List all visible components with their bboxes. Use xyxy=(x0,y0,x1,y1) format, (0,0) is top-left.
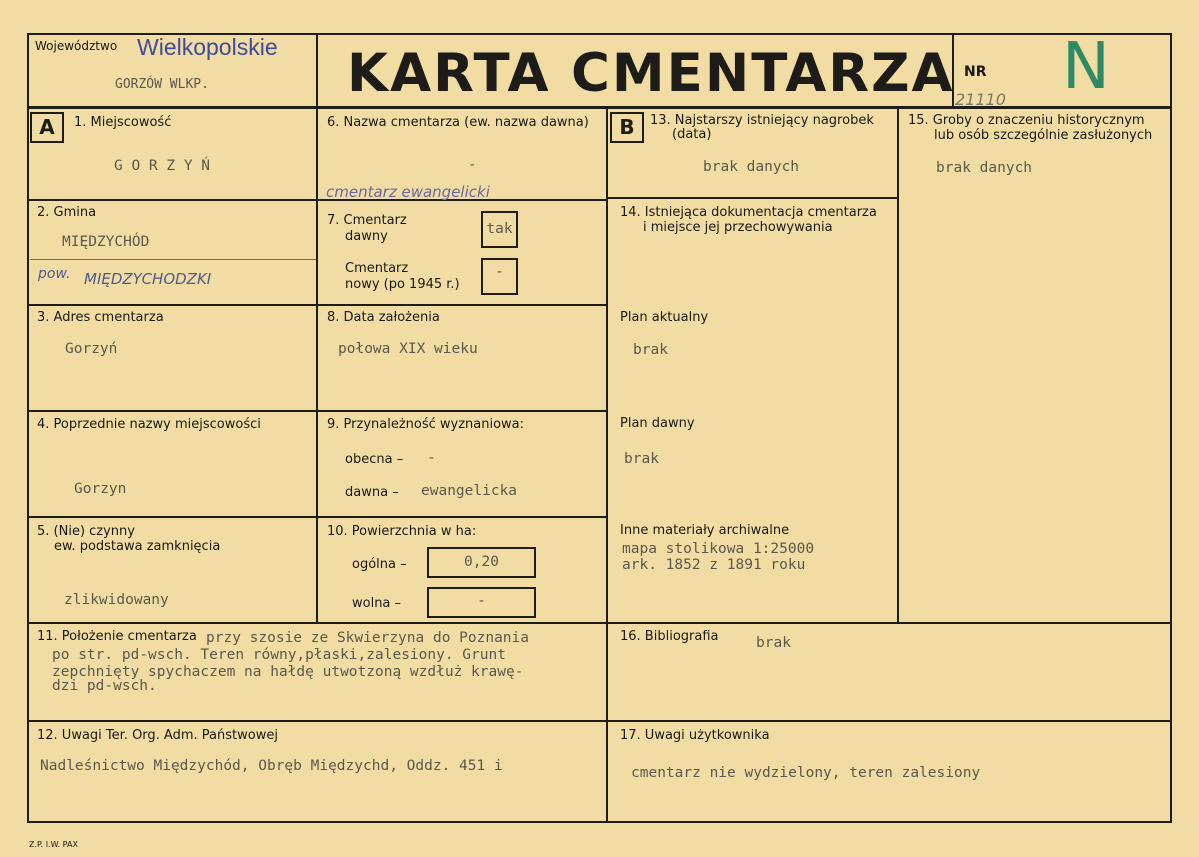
f10-ogolna-value: 0,20 xyxy=(464,554,499,570)
f9-obecna-value: - xyxy=(427,450,436,466)
f7-label-2: dawny xyxy=(345,229,388,244)
f9-label: 9. Przynależność wyznaniowa: xyxy=(327,417,525,432)
frame-right xyxy=(1170,33,1172,823)
b-row-line xyxy=(607,197,898,199)
nr-pencil: 21110 xyxy=(955,90,1006,109)
f2-pow-prefix: pow. xyxy=(38,266,71,282)
f17-label: 17. Uwagi użytkownika xyxy=(620,728,770,743)
f11-label: 11. Położenie cmentarza xyxy=(37,629,197,644)
f11-line-1: przy szosie ze Skwierzyna do Poznania xyxy=(206,630,530,646)
row-line-2 xyxy=(27,304,607,306)
f2-label: 2. Gmina xyxy=(37,205,97,220)
f7b-value: - xyxy=(495,264,504,280)
card-title: KARTA CMENTARZA xyxy=(347,43,955,104)
inne-value-2: ark. 1852 z 1891 roku xyxy=(622,557,806,573)
f1-value: G O R Z Y Ń xyxy=(114,158,211,174)
f7b-label-2: nowy (po 1945 r.) xyxy=(345,277,460,292)
f7b-label: Cmentarz xyxy=(345,261,409,276)
f2-pow-value: MIĘDZYCHODZKI xyxy=(84,270,212,288)
f8-label: 8. Data założenia xyxy=(327,310,440,325)
f15-label-2: lub osób szczególnie zasłużonych xyxy=(934,128,1153,143)
f4-value: Gorzyn xyxy=(74,481,127,497)
f5-label-1: 5. (Nie) czynny xyxy=(37,524,135,539)
row-line-3 xyxy=(27,410,607,412)
f7-label: 7. Cmentarz xyxy=(327,213,407,228)
f13-label-1: 13. Najstarszy istniejący nagrobek xyxy=(650,113,874,128)
f10-wolna-value: - xyxy=(477,593,486,609)
f5-label-2: ew. podstawa zamknięcia xyxy=(54,539,221,554)
f7-box xyxy=(481,211,518,248)
f10-wolna-label: wolna – xyxy=(352,596,402,611)
frame-bottom xyxy=(27,821,1172,823)
f9-dawna-value: ewangelicka xyxy=(421,483,518,499)
col-line-2 xyxy=(606,108,608,823)
wojewodztwo-stamp: Wielkopolskie xyxy=(137,34,278,60)
plan-aktualny-label: Plan aktualny xyxy=(620,310,709,325)
nr-label: NR xyxy=(964,64,987,80)
f5-value: zlikwidowany xyxy=(64,592,169,608)
f10-label: 10. Powierzchnia w ha: xyxy=(327,524,477,539)
printer-mark: Z.P. I.W. PAX xyxy=(29,840,78,849)
f7-value: tak xyxy=(486,221,513,237)
f3-label: 3. Adres cmentarza xyxy=(37,310,164,325)
row-line-4 xyxy=(27,516,607,518)
f10-ogolna-label: ogólna – xyxy=(352,557,407,572)
inne-label: Inne materiały archiwalne xyxy=(620,523,790,538)
f14-label-2: i miejsce jej przechowywania xyxy=(643,220,833,235)
f14-label-1: 14. Istniejąca dokumentacja cmentarza xyxy=(620,205,877,220)
f9-obecna-label: obecna – xyxy=(345,452,404,467)
plan-aktualny-value: brak xyxy=(633,342,668,358)
section-a-marker: A xyxy=(30,112,64,143)
f11-line-2: po str. pd-wsch. Teren równy,płaski,zalesiony. Grunt xyxy=(52,647,506,663)
f8-value: połowa XIX wieku xyxy=(338,341,478,357)
f13-label-2: (data) xyxy=(672,127,712,142)
frame-left xyxy=(27,33,29,823)
f16-value: brak xyxy=(756,635,791,651)
gmina-thin-line xyxy=(30,259,316,260)
f16-label: 16. Bibliografia xyxy=(620,629,719,644)
row-line-5 xyxy=(27,622,1172,624)
f17-value: cmentarz nie wydzielony, teren zalesiony xyxy=(631,765,981,781)
f6-hand: cmentarz ewangelicki xyxy=(326,183,490,201)
plan-dawny-label: Plan dawny xyxy=(620,416,695,431)
f15-label-1: 15. Groby o znaczeniu historycznym xyxy=(908,113,1145,128)
f12-label: 12. Uwagi Ter. Org. Adm. Państwowej xyxy=(37,728,278,743)
col-line-3 xyxy=(897,108,899,623)
f10-wolna-box xyxy=(427,587,536,618)
col-line-1 xyxy=(316,108,318,623)
wojewodztwo-label: Województwo xyxy=(35,39,118,53)
f15-value: brak danych xyxy=(936,160,1033,176)
f11-line-3: zepchnięty spychaczem na hałdę utwotzoną wzdłuż krawę- xyxy=(52,664,524,680)
f11-line-4: dzi pd-wsch. xyxy=(52,678,157,694)
f6-label: 6. Nazwa cmentarza (ew. nazwa dawna) xyxy=(327,115,589,130)
f7b-box xyxy=(481,258,518,295)
f4-label: 4. Poprzednie nazwy miejscowości xyxy=(37,417,261,432)
f1-label: 1. Miejscowość xyxy=(74,115,172,130)
inne-value-1: mapa stolikowa 1:25000 xyxy=(622,541,815,557)
section-b-marker: B xyxy=(610,112,644,143)
row-line-6 xyxy=(27,720,1172,722)
f6-value: - xyxy=(468,157,477,173)
nr-value: N xyxy=(1062,30,1110,104)
row-line-1 xyxy=(27,199,607,201)
f2-value: MIĘDZYCHÓD xyxy=(62,234,150,250)
plan-dawny-value: brak xyxy=(624,451,659,467)
f3-value: Gorzyń xyxy=(65,341,118,357)
f12-value: Nadleśnictwo Międzychód, Obręb Międzychd, Oddz. 451 i xyxy=(40,758,503,774)
f13-value: brak danych xyxy=(703,159,800,175)
wojewodztwo-typed: GORZÓW WLKP. xyxy=(115,77,209,92)
f10-ogolna-box xyxy=(427,547,536,578)
f9-dawna-label: dawna – xyxy=(345,485,399,500)
header-vline-1 xyxy=(316,33,318,109)
